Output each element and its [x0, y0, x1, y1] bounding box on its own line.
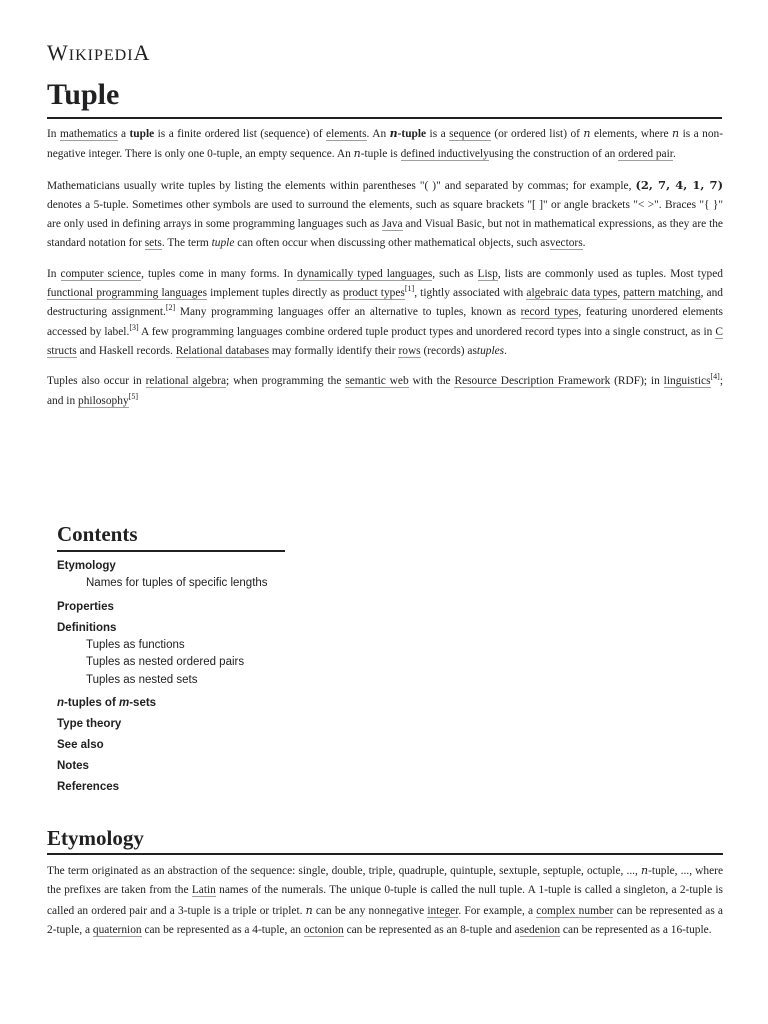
math-n: n — [305, 903, 313, 917]
text: can be any nonnegative — [312, 904, 428, 917]
text: . — [672, 148, 676, 161]
text: and Haskell records. — [76, 344, 176, 357]
toc-item-tuples-as-nested-ordered-pairs[interactable]: Tuples as nested ordered pairs — [86, 656, 245, 668]
text: is a finite ordered list (sequence) of — [154, 128, 327, 140]
text: is a non-negative integer. There is only one 0-tuple, an empty sequence. An — [47, 128, 724, 161]
text: Many programming languages offer an alternative to tuples, known as — [175, 306, 521, 319]
intro-paragraph-3 — [47, 265, 723, 361]
link-record-types[interactable]: record types — [520, 306, 579, 319]
text: -tuples of — [64, 697, 119, 709]
toc-item-tuples-as-functions[interactable]: Tuples as functions — [86, 638, 185, 651]
link-pattern-matching[interactable]: pattern matching — [623, 287, 701, 300]
text: can often occur when discussing other mathematical objects, such as — [234, 237, 550, 250]
text: , tightly associated with — [414, 287, 527, 300]
text: can be represented as a 2-tuple, a — [47, 904, 723, 936]
citation-2[interactable]: [2] — [165, 303, 176, 313]
section-etymology — [47, 824, 723, 951]
citation-5[interactable]: [5] — [128, 391, 138, 401]
text: a — [117, 128, 130, 140]
text: denotes a 5-tuple. Sometimes other symbols are used to surround the elements, such as square brackets "[ ]" or angle brackets "< >". Braces "{ }" are only used in defining arrays in some programming languages such as — [47, 198, 723, 231]
intro-paragraph-4 — [47, 372, 723, 411]
page-title: Tuple — [47, 76, 722, 119]
toc-item-type-theory[interactable]: Type theory — [57, 718, 122, 730]
citation-1[interactable]: [1] — [404, 284, 415, 294]
link-algebraic-data-types[interactable]: algebraic data types — [526, 287, 618, 300]
text: The term originated as an abstraction of the sequence: single, double, triple, quadruple, quintuple, sextuple, septuple, octuple, ..., — [47, 865, 642, 877]
text: -tuple is — [360, 148, 401, 161]
wikipedia-wordmark[interactable] — [47, 40, 150, 66]
toc-item-definitions[interactable]: Definitions — [57, 621, 117, 634]
link-computer-science[interactable]: computer science — [60, 267, 142, 280]
link-sets[interactable]: sets — [144, 237, 162, 250]
text: names of the numerals. The unique 0-tuple is called the null tuple. A 1-tuple is called a singleton, a 2-tuple is called an ordered pair and a 3-tuple is a triple or triplet. — [47, 884, 723, 917]
table-of-contents — [57, 520, 287, 796]
toc-item-notes[interactable]: Notes — [57, 760, 89, 772]
text: Mathematicians usually write tuples by listing the elements within parentheses "( )" and separated by commas; for example, — [47, 179, 636, 192]
text: . — [504, 344, 507, 357]
link-rdf[interactable]: Resource Description Framework — [454, 375, 611, 388]
toc-list — [57, 558, 287, 796]
math-expression: (2, 7, 4, 1, 7) — [635, 177, 724, 192]
text: , such as — [432, 267, 478, 280]
text: using the construction of an — [488, 148, 619, 161]
italic-term: tuple — [211, 237, 235, 250]
text: , featuring unordered elements accessed by label. — [47, 306, 723, 338]
link-dynamically-typed-languages[interactable]: dynamically typed languages — [297, 267, 433, 280]
link-sequence[interactable]: sequence — [449, 128, 491, 140]
text: and Visual Basic, but not in mathematical expressions, as they are the standard notation for — [47, 218, 723, 250]
text: -sets — [129, 697, 157, 709]
text: can be represented as a 4-tuple, an — [141, 923, 304, 936]
text: , — [617, 287, 624, 300]
link-ordered-pair[interactable]: ordered pair — [618, 148, 673, 161]
toc-title: Contents — [57, 520, 285, 552]
bold-term-n-tuple: -tuple — [397, 128, 427, 140]
section-heading-etymology: Etymology — [47, 824, 723, 855]
article-body — [47, 124, 723, 422]
toc-item-n-tuples-of-m-sets[interactable] — [57, 695, 287, 712]
link-philosophy[interactable]: philosophy — [78, 394, 129, 407]
text: can be represented as a 16-tuple. — [560, 923, 712, 936]
link-product-types[interactable]: product types — [342, 287, 405, 300]
italic-term: tuples — [476, 344, 505, 357]
toc-item-references[interactable]: References — [57, 781, 120, 793]
link-mathematics[interactable]: mathematics — [59, 128, 118, 140]
link-latin[interactable]: Latin — [191, 884, 216, 897]
text: . An — [366, 128, 390, 140]
text: ; when programming the — [226, 375, 346, 388]
link-relational-databases[interactable]: Relational databases — [175, 344, 270, 357]
text: Tuples also occur in — [47, 375, 146, 388]
link-linguistics[interactable]: linguistics — [663, 375, 711, 388]
intro-paragraph-2 — [47, 176, 723, 254]
link-defined-inductively[interactable]: defined inductively — [400, 148, 489, 161]
link-complex-number[interactable]: complex number — [536, 904, 614, 917]
link-sedenion[interactable]: sedenion — [519, 923, 561, 936]
link-relational-algebra[interactable]: relational algebra — [145, 375, 227, 388]
text: may formally identify their — [269, 344, 399, 357]
link-elements[interactable]: elements — [326, 128, 367, 140]
math-n: n — [583, 127, 591, 140]
link-lisp[interactable]: Lisp — [477, 267, 498, 280]
intro-paragraph-1 — [47, 124, 723, 165]
text: A few programming languages combine ordered tuple product types and unordered record types into a single construct, as in — [138, 325, 716, 338]
text: , lists are commonly used as tuples. Most typed — [497, 267, 723, 280]
link-rows[interactable]: rows — [398, 344, 421, 357]
text: In — [47, 267, 61, 280]
link-vectors[interactable]: vectors — [549, 237, 583, 250]
citation-3[interactable]: [3] — [129, 322, 139, 332]
toc-item-names-for-tuples[interactable]: Names for tuples of specific lengths — [86, 577, 268, 589]
link-quaternion[interactable]: quaternion — [92, 923, 142, 936]
link-integer[interactable]: integer — [427, 904, 459, 917]
text: ; and in — [47, 375, 724, 407]
toc-item-see-also[interactable]: See also — [57, 739, 104, 751]
text: with the — [408, 375, 455, 388]
citation-4[interactable]: [4] — [710, 372, 720, 382]
etymology-paragraph — [47, 861, 723, 940]
text: , tuples come in many forms. In — [141, 267, 298, 280]
link-c-structs[interactable]: C structs — [47, 325, 723, 357]
math-n: n — [353, 147, 361, 161]
link-octonion[interactable]: octonion — [303, 923, 344, 936]
text: -tuple, ..., where the prefixes are taken from the — [47, 865, 723, 897]
text: (RDF); in — [610, 375, 664, 388]
text: . — [582, 237, 586, 250]
text: (or ordered list) of — [490, 128, 584, 140]
math-n: n — [672, 127, 680, 140]
bold-term-tuple: tuple — [129, 128, 155, 140]
toc-item-properties[interactable]: Properties — [57, 600, 114, 613]
toc-item-etymology[interactable]: Etymology — [57, 560, 116, 572]
math-n: n — [57, 697, 65, 709]
link-semantic-web[interactable]: semantic web — [345, 375, 409, 388]
text: implement tuples directly as — [207, 287, 343, 300]
toc-item-tuples-as-nested-sets[interactable]: Tuples as nested sets — [86, 673, 198, 686]
text: (records) as — [420, 344, 477, 357]
math-n: n — [641, 864, 649, 877]
wordmark-final: A — [133, 40, 151, 65]
link-functional-programming-languages[interactable]: functional programming languages — [47, 287, 207, 300]
link-java[interactable]: Java — [382, 218, 403, 231]
text: can be represented as an 8-tuple and a — [343, 923, 520, 936]
text: is a — [426, 128, 450, 140]
text: elements, where — [590, 128, 673, 140]
text: . For example, a — [458, 904, 537, 917]
math-m: m — [118, 697, 130, 709]
math-n: n — [389, 127, 398, 140]
text: , and destructuring assignment. — [47, 287, 723, 319]
text: In — [47, 128, 60, 140]
wordmark-initial: W — [47, 40, 69, 65]
wordmark-middle: IKIPEDI — [68, 47, 134, 64]
text: . The term — [161, 237, 212, 250]
